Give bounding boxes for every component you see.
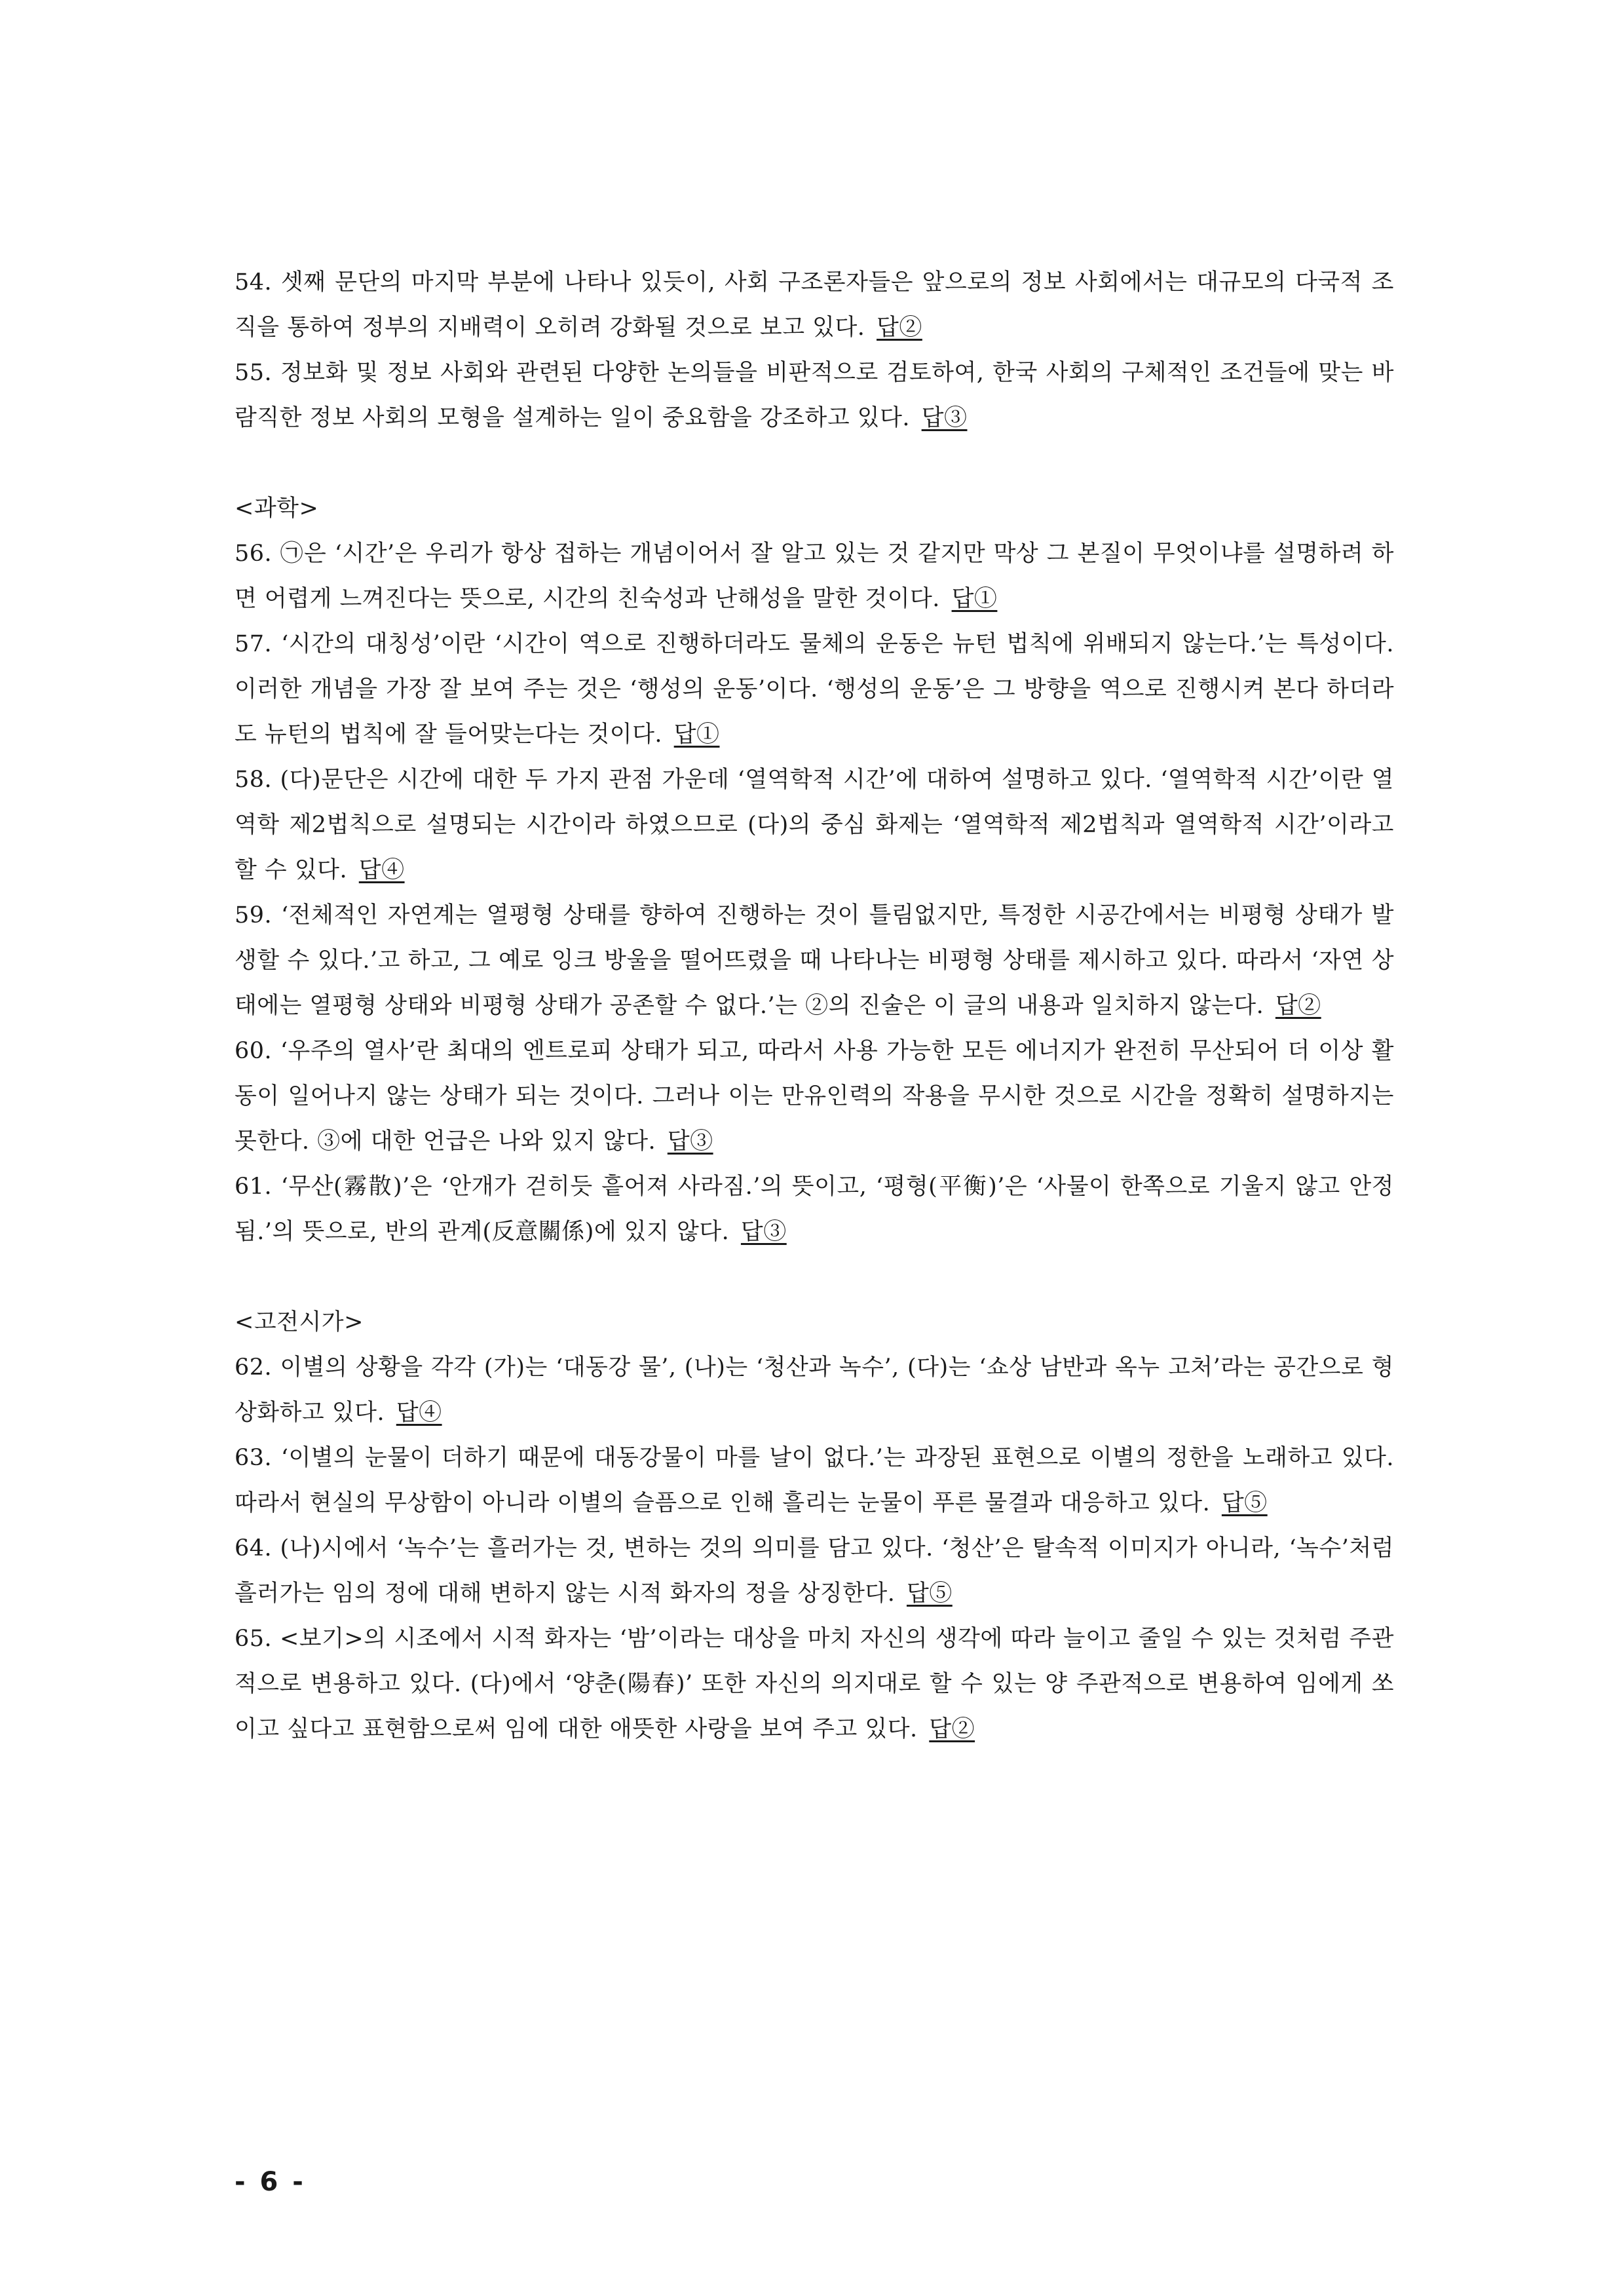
item-number: 56. bbox=[235, 541, 273, 567]
item-60 bbox=[235, 1029, 1394, 1164]
item-number: 54. bbox=[235, 269, 273, 296]
answer-mark: 답① bbox=[673, 721, 720, 748]
section-title-science: <과학> bbox=[235, 495, 319, 522]
item-number: 60. bbox=[235, 1038, 273, 1064]
item-text: ‘무산(霧散)’은 ‘안개가 걷히듯 흩어져 사라짐.’의 뜻이고, ‘평형(平衡)’은 ‘사물이 한쪽으로 기울지 않고 안정됨.’의 뜻으로, 반의 관계(反意關係)에 있지 않다. bbox=[235, 1174, 1394, 1245]
answer-mark: 답② bbox=[877, 315, 922, 341]
item-56 bbox=[235, 531, 1394, 622]
item-text: (다)문단은 시간에 대한 두 가지 관점 가운데 ‘열역학적 시간’에 대하여 설명하고 있다. ‘열역학적 시간’이란 열역학 제2법칙으로 설명되는 시간이라 하였으므로 (다)의 중심 화제는 ‘열역학적 제2법칙과 열역학적 시간’이라고 할 수 있다. bbox=[235, 767, 1394, 883]
answer-mark: 답④ bbox=[358, 857, 405, 883]
item-text: ‘전체적인 자연계는 열평형 상태를 향하여 진행하는 것이 틀림없지만, 특정한 시공간에서는 비평형 상태가 발생할 수 있다.’고 하고, 그 예로 잉크 방울을 떨어뜨렸을 때 나타나는 비평형 상태를 제시하고 있다. 따라서 ‘자연 상태에는 열평형 상태와 비평형 상태가 공존할 수 없다.’는 ②의 진술은 이 글의 내용과 일치하지 않는다. bbox=[235, 902, 1394, 1019]
item-61 bbox=[235, 1164, 1394, 1255]
item-number: 58. bbox=[235, 767, 273, 793]
item-text: 정보화 및 정보 사회와 관련된 다양한 논의들을 비판적으로 검토하여, 한국 사회의 구체적인 조건들에 맞는 바람직한 정보 사회의 모형을 설계하는 일이 중요함을 강조하고 있다. bbox=[235, 360, 1394, 431]
item-text: ‘이별의 눈물이 더하기 때문에 대동강물이 마를 날이 없다.’는 과장된 표현으로 이별의 정한을 노래하고 있다. 따라서 현실의 무상함이 아니라 이별의 슬픔으로 인해 흘리는 눈물이 푸른 물결과 대응하고 있다. bbox=[235, 1445, 1394, 1516]
answer-mark: 답② bbox=[929, 1716, 975, 1742]
item-63 bbox=[235, 1436, 1394, 1526]
item-text: 셋째 문단의 마지막 부분에 나타나 있듯이, 사회 구조론자들은 앞으로의 정보 사회에서는 대규모의 다국적 조직을 통하여 정부의 지배력이 오히려 강화될 것으로 보고 있다. bbox=[235, 269, 1394, 341]
item-number: 65. bbox=[235, 1626, 273, 1652]
item-64 bbox=[235, 1526, 1394, 1617]
item-number: 61. bbox=[235, 1174, 273, 1200]
item-number: 57. bbox=[235, 631, 273, 657]
item-number: 59. bbox=[235, 902, 273, 928]
item-text: ‘우주의 열사’란 최대의 엔트로피 상태가 되고, 따라서 사용 가능한 모든 에너지가 완전히 무산되어 더 이상 활동이 일어나지 않는 상태가 되는 것이다. 그러나 이는 만유인력의 작용을 무시한 것으로 시간을 정확히 설명하지는 못한다. ③에 대한 언급은 나와 있지 않다. bbox=[235, 1038, 1394, 1155]
item-65 bbox=[235, 1617, 1394, 1752]
item-text: 이별의 상황을 각각 (가)는 ‘대동강 물’, (나)는 ‘청산과 녹수’, (다)는 ‘쇼상 남반과 옥누 고처’라는 공간으로 형상화하고 있다. bbox=[235, 1354, 1394, 1426]
section-title-classical-poetry: <고전시가> bbox=[235, 1309, 364, 1335]
answer-explanations bbox=[235, 260, 1394, 1752]
item-number: 62. bbox=[235, 1354, 273, 1381]
answer-mark: 답⑤ bbox=[906, 1580, 953, 1607]
answer-mark: 답④ bbox=[396, 1400, 442, 1426]
item-59 bbox=[235, 893, 1394, 1029]
answer-mark: 답② bbox=[1275, 993, 1321, 1019]
item-number: 63. bbox=[235, 1445, 273, 1471]
answer-mark: 답⑤ bbox=[1221, 1490, 1268, 1516]
item-text: ㉠은 ‘시간’은 우리가 항상 접하는 개념이어서 잘 알고 있는 것 같지만 막상 그 본질이 무엇이냐를 설명하려 하면 어렵게 느껴진다는 뜻으로, 시간의 친숙성과 난해성을 말한 것이다. bbox=[235, 541, 1394, 612]
item-54 bbox=[235, 260, 1394, 351]
item-text: <보기>의 시조에서 시적 화자는 ‘밤’이라는 대상을 마치 자신의 생각에 따라 늘이고 줄일 수 있는 것처럼 주관적으로 변용하고 있다. (다)에서 ‘양춘(陽春)’ 또한 자신의 의지대로 할 수 있는 양 주관적으로 변용하여 임에게 쏘이고 싶다고 표현함으로써 임에 대한 애뜻한 사랑을 보여 주고 있다. bbox=[235, 1626, 1394, 1742]
item-57 bbox=[235, 622, 1394, 757]
answer-mark: 답③ bbox=[740, 1219, 787, 1245]
item-number: 64. bbox=[235, 1535, 273, 1561]
item-number: 55. bbox=[235, 360, 273, 386]
answer-mark: 답③ bbox=[667, 1128, 713, 1155]
page-number: - 6 - bbox=[235, 2167, 306, 2197]
item-62 bbox=[235, 1345, 1394, 1436]
item-55 bbox=[235, 351, 1394, 441]
answer-mark: 답③ bbox=[921, 405, 968, 431]
answer-mark: 답① bbox=[951, 586, 998, 612]
item-text: (나)시에서 ‘녹수’는 흘러가는 것, 변하는 것의 의미를 담고 있다. ‘청산’은 탈속적 이미지가 아니라, ‘녹수’처럼 흘러가는 임의 정에 대해 변하지 않는 시적 화자의 정을 상징한다. bbox=[235, 1535, 1394, 1607]
item-58 bbox=[235, 757, 1394, 893]
item-text: ‘시간의 대칭성’이란 ‘시간이 역으로 진행하더라도 물체의 운동은 뉴턴 법칙에 위배되지 않는다.’는 특성이다. 이러한 개념을 가장 잘 보여 주는 것은 ‘행성의 운동’이다. ‘행성의 운동’은 그 방향을 역으로 진행시켜 본다 하더라도 뉴턴의 법칙에 잘 들어맞는다는 것이다. bbox=[235, 631, 1394, 748]
